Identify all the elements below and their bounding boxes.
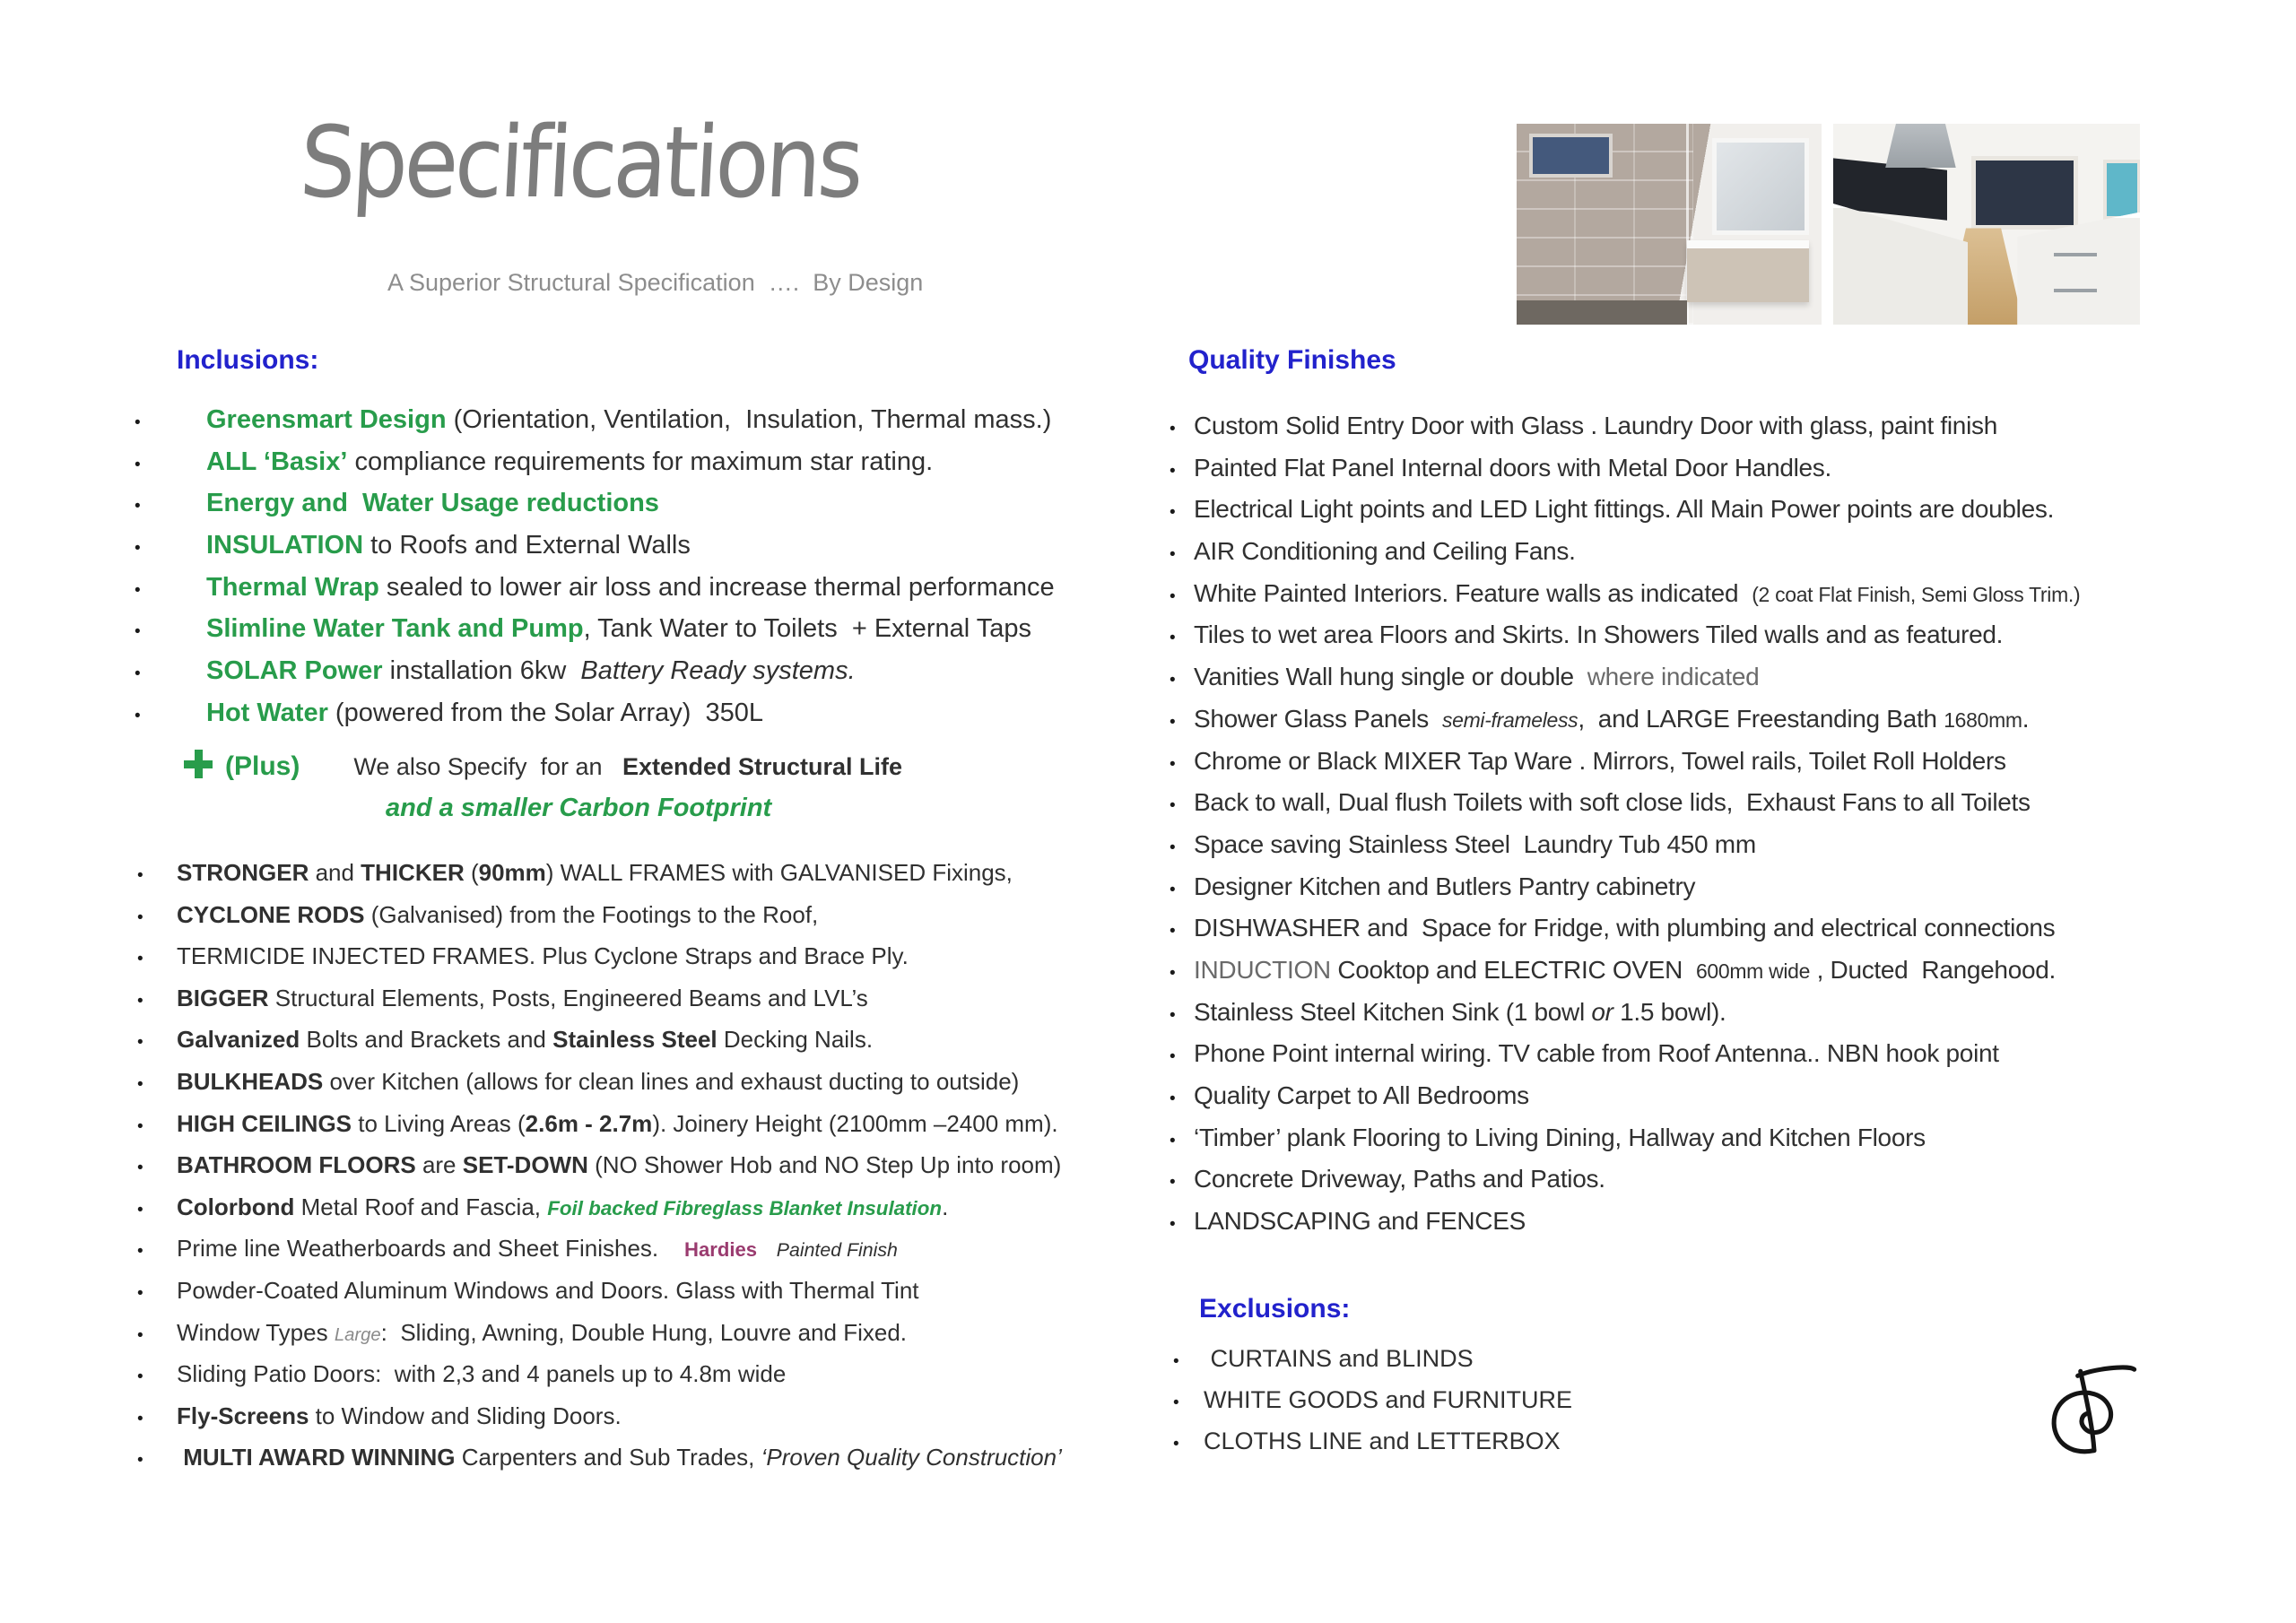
- list-item: [1170, 992, 2080, 1034]
- bullet-icon: •: [135, 413, 141, 432]
- text-segment: TERMICIDE INJECTED FRAMES. Plus Cyclone Straps and Brace Ply.: [177, 942, 909, 970]
- bullet-icon: •: [1170, 671, 1176, 690]
- text-segment: Electrical Light points and LED Light fittings. All Main Power points are doubles.: [1194, 495, 2055, 524]
- list-item: [1170, 656, 2080, 699]
- text-segment: ‘Timber’ plank Flooring to Living Dining, Hallway and Kitchen Floors: [1194, 1123, 1926, 1151]
- text-segment: 1680mm: [1944, 707, 2022, 732]
- text-segment: where indicated: [1587, 663, 1760, 691]
- photo-floor: [1517, 300, 1687, 325]
- text-segment: BIGGER: [177, 984, 269, 1011]
- list-item: [137, 1270, 1062, 1312]
- list-item: [1170, 573, 2080, 615]
- bullet-icon: •: [137, 991, 144, 1011]
- carbon-footprint-note: [386, 794, 771, 823]
- text-segment: Slimline Water Tank and Pump: [206, 614, 584, 644]
- page-subtitle: A Superior Structural Specification …. By Design: [387, 269, 924, 296]
- list-item: [135, 441, 1055, 483]
- list-item: [1170, 1117, 2080, 1159]
- bullet-icon: •: [1170, 880, 1176, 899]
- text-segment: , Ducted Rangehood.: [1810, 955, 2056, 984]
- list-item: [135, 399, 1055, 441]
- text-segment: are: [415, 1151, 463, 1179]
- list-item: [1173, 1420, 1572, 1462]
- text-segment: CYCLONE RODS: [177, 900, 365, 928]
- bullet-icon: •: [1170, 838, 1176, 857]
- list-item: [1170, 1033, 2080, 1075]
- text-segment: Large: [334, 1324, 381, 1345]
- list-item: [137, 852, 1062, 894]
- text-segment: BULKHEADS: [177, 1067, 324, 1095]
- text-segment: Painted Flat Panel Internal doors with Metal Door Handles.: [1194, 453, 1831, 482]
- list-item: [135, 567, 1055, 609]
- list-item: [135, 692, 1055, 734]
- bullet-icon: •: [135, 706, 141, 725]
- text-segment: Metal Roof and Fascia,: [294, 1193, 548, 1220]
- photo-drawer-handle: [2054, 253, 2097, 256]
- bullet-icon: •: [137, 1242, 144, 1262]
- photo-vanity: [1687, 240, 1809, 302]
- text-segment: Fly-Screens: [177, 1402, 309, 1429]
- text-segment: .: [2022, 704, 2030, 733]
- text-segment: We also Specify for an: [300, 753, 622, 780]
- text-segment: .: [942, 1193, 949, 1220]
- bullet-icon: •: [137, 1409, 144, 1428]
- bullet-icon: •: [135, 497, 141, 516]
- bullet-icon: •: [137, 1325, 144, 1345]
- bullet-icon: •: [135, 622, 141, 642]
- list-item: [1170, 1201, 2080, 1243]
- inclusions-structural-list: [137, 852, 1062, 1479]
- list-item: [1173, 1338, 1572, 1379]
- text-segment: SOLAR Power: [206, 656, 383, 686]
- text-segment: INSULATION: [206, 531, 364, 560]
- text-segment: (NO Shower Hob and NO Step Up into room): [587, 1151, 1062, 1179]
- text-segment: sealed to lower air loss and increase thermal performance: [378, 572, 1055, 602]
- text-segment: Galvanized: [177, 1026, 300, 1054]
- text-segment: Quality Carpet to All Bedrooms: [1194, 1081, 1529, 1109]
- list-item: [137, 977, 1062, 1020]
- text-segment: to Living Areas (: [352, 1109, 526, 1137]
- plus-icon: [184, 750, 213, 778]
- quality-finishes-list: [1170, 405, 2080, 1243]
- text-segment: Carpenters and Sub Trades,: [455, 1444, 761, 1471]
- text-segment: installation 6kw: [382, 656, 581, 686]
- list-item: [137, 1436, 1062, 1479]
- list-item: [137, 1144, 1062, 1186]
- text-segment: Battery Ready systems.: [580, 656, 856, 686]
- bullet-icon: •: [1170, 963, 1176, 983]
- bullet-icon: •: [137, 1451, 144, 1471]
- text-segment: (Plus): [225, 751, 300, 781]
- text-segment: 2.6m - 2.7m: [525, 1109, 653, 1137]
- bullet-icon: •: [1173, 1435, 1179, 1454]
- list-item: [137, 1228, 1062, 1270]
- bullet-icon: •: [1170, 922, 1176, 942]
- text-segment: Cooktop and ELECTRIC OVEN: [1330, 955, 1696, 984]
- list-item: [137, 1312, 1062, 1354]
- text-segment: Stainless Steel: [552, 1026, 718, 1054]
- text-segment: or: [1591, 997, 1613, 1026]
- list-item: [1170, 531, 2080, 573]
- text-segment: Window Types: [177, 1318, 335, 1346]
- text-segment: 90mm: [478, 859, 546, 886]
- list-item: [1170, 489, 2080, 531]
- text-segment: BATHROOM FLOORS: [177, 1151, 416, 1179]
- text-segment: : Sliding, Awning, Double Hung, Louvre and Fixed.: [380, 1318, 908, 1346]
- list-item: [135, 650, 1055, 692]
- list-item: [135, 608, 1055, 650]
- list-item: [137, 1186, 1062, 1228]
- list-item: [1170, 866, 2080, 908]
- bullet-icon: •: [137, 866, 144, 885]
- text-segment: Prime line Weatherboards and Sheet Finishes.: [177, 1235, 685, 1263]
- text-segment: Phone Point internal wiring. TV cable from Roof Antenna.. NBN hook point: [1194, 1039, 1999, 1068]
- list-item: [1170, 614, 2080, 656]
- text-segment: Hardies: [684, 1238, 758, 1262]
- bullet-icon: •: [1170, 461, 1176, 481]
- list-item: [137, 1019, 1062, 1061]
- bullet-icon: •: [1173, 1393, 1179, 1412]
- bullet-icon: •: [1170, 1215, 1176, 1235]
- bullet-icon: •: [137, 1033, 144, 1053]
- bullet-icon: •: [137, 1283, 144, 1303]
- text-segment: 600mm wide: [1695, 959, 1811, 983]
- text-segment: Thermal Wrap: [206, 572, 379, 602]
- text-segment: Stainless Steel Kitchen Sink (1 bowl: [1194, 997, 1592, 1026]
- text-segment: (Orientation, Ventilation, Insulation, Thermal mass.): [446, 405, 1052, 434]
- photo-mirror: [1712, 138, 1810, 236]
- list-item: [137, 894, 1062, 936]
- spiral-logo-icon: [2047, 1356, 2147, 1474]
- text-segment: 1.5 bowl).: [1613, 997, 1726, 1026]
- bullet-icon: •: [137, 1367, 144, 1387]
- text-segment: White Painted Interiors. Feature walls as indicated: [1194, 578, 1752, 607]
- text-segment: THICKER: [361, 859, 465, 886]
- bullet-icon: •: [1170, 629, 1176, 648]
- text-segment: to Roofs and External Walls: [363, 531, 691, 560]
- bullet-icon: •: [137, 1159, 144, 1178]
- bullet-icon: •: [1170, 545, 1176, 565]
- list-item: [137, 935, 1062, 977]
- text-segment: Colorbond: [177, 1193, 295, 1220]
- list-item: [1170, 782, 2080, 824]
- photo-rear-window: [1971, 156, 2078, 230]
- quality-finishes-heading: Quality Finishes: [1188, 345, 1396, 375]
- text-segment: to Window and Sliding Doors.: [309, 1402, 622, 1429]
- text-segment: Greensmart Design: [206, 405, 447, 434]
- bullet-icon: •: [137, 907, 144, 927]
- plus-note-text: [225, 753, 902, 780]
- list-item: [1173, 1379, 1572, 1420]
- bullet-icon: •: [135, 664, 141, 684]
- bullet-icon: •: [137, 1116, 144, 1136]
- photo-wall-art: [2103, 160, 2140, 219]
- bullet-icon: •: [1170, 1089, 1176, 1108]
- exclusions-heading: Exclusions:: [1199, 1294, 1351, 1324]
- text-segment: STRONGER: [177, 859, 309, 886]
- list-item: [1170, 1075, 2080, 1117]
- bullet-icon: •: [1170, 796, 1176, 816]
- text-segment: HIGH CEILINGS: [177, 1109, 352, 1137]
- text-segment: DISHWASHER and Space for Fridge, with plumbing and electrical connections: [1194, 914, 2056, 942]
- text-segment: Back to wall, Dual flush Toilets with soft close lids, Exhaust Fans to all Toilets: [1194, 788, 2031, 817]
- text-segment: Custom Solid Entry Door with Glass . Laundry Door with glass, paint finish: [1194, 412, 1997, 439]
- list-item: [1170, 699, 2080, 741]
- list-item: [1170, 447, 2080, 490]
- text-segment: INDUCTION: [1194, 955, 1331, 984]
- bullet-icon: •: [135, 580, 141, 600]
- bullet-icon: •: [135, 539, 141, 559]
- list-item: [135, 525, 1055, 567]
- photo-window: [1529, 134, 1613, 177]
- text-segment: LANDSCAPING and FENCES: [1194, 1207, 1526, 1236]
- photo-cabinets: [1833, 204, 1968, 325]
- list-item: [135, 482, 1055, 525]
- text-segment: Foil backed Fibreglass Blanket Insulation: [547, 1196, 943, 1219]
- text-segment: over Kitchen (allows for clean lines and exhaust ducting to outside): [323, 1067, 1020, 1095]
- bullet-icon: •: [1170, 1047, 1176, 1067]
- text-segment: Chrome or Black MIXER Tap Ware . Mirrors, Towel rails, Toilet Roll Holders: [1194, 746, 2006, 775]
- photo-rangehood: [1885, 124, 1956, 168]
- text-segment: Bolts and Brackets and: [300, 1026, 553, 1054]
- text-segment: SET-DOWN: [462, 1151, 588, 1179]
- page-title: Specifications: [297, 106, 864, 221]
- text-segment: (2 coat Flat Finish, Semi Gloss Trim.): [1752, 582, 2081, 606]
- list-item: [1170, 824, 2080, 866]
- text-segment: and: [309, 859, 361, 886]
- list-item: [137, 1395, 1062, 1437]
- text-segment: AIR Conditioning and Ceiling Fans.: [1194, 537, 1576, 566]
- text-segment: semi-frameless: [1441, 707, 1578, 732]
- bullet-icon: •: [137, 1200, 144, 1219]
- list-item: [1170, 741, 2080, 783]
- text-segment: WHITE GOODS and FURNITURE: [1204, 1386, 1573, 1413]
- bullet-icon: •: [137, 950, 144, 969]
- text-segment: CLOTHS LINE and LETTERBOX: [1204, 1428, 1561, 1454]
- plus-note: [184, 744, 902, 789]
- text-segment: Extended Structural Life: [622, 753, 903, 780]
- text-segment: ALL ‘Basix’: [206, 447, 348, 476]
- bullet-icon: •: [1170, 503, 1176, 523]
- text-segment: ) WALL FRAMES with GALVANISED Fixings,: [545, 859, 1013, 886]
- text-segment: ). Joinery Height (2100mm –2400 mm).: [652, 1109, 1058, 1137]
- text-segment: Hot Water: [206, 698, 328, 727]
- text-segment: Space saving Stainless Steel Laundry Tub 450 mm: [1194, 829, 1756, 858]
- bullet-icon: •: [1170, 754, 1176, 774]
- inclusions-eco-list: [135, 399, 1055, 734]
- text-segment: Powder-Coated Aluminum Windows and Doors. Glass with Thermal Tint: [177, 1276, 919, 1304]
- inclusions-heading: Inclusions:: [177, 345, 319, 375]
- text-segment: Tiles to wet area Floors and Skirts. In Showers Tiled walls and as featured.: [1194, 621, 2004, 649]
- list-item: [137, 1103, 1062, 1145]
- text-segment: [757, 1235, 777, 1262]
- bullet-icon: •: [1173, 1352, 1179, 1371]
- list-item: [137, 1353, 1062, 1395]
- bullet-icon: •: [1170, 420, 1176, 438]
- list-item: [1170, 1159, 2080, 1201]
- text-segment: and a smaller Carbon Footprint: [386, 794, 772, 822]
- list-item: [1170, 950, 2080, 992]
- text-segment: (: [464, 859, 479, 886]
- text-segment: Decking Nails.: [717, 1026, 874, 1054]
- text-segment: ‘Proven Quality Construction’: [761, 1444, 1062, 1471]
- bullet-icon: •: [135, 455, 141, 474]
- text-segment: Painted Finish: [776, 1239, 898, 1262]
- bullet-icon: •: [1170, 586, 1176, 606]
- bullet-icon: •: [1170, 712, 1176, 732]
- text-segment: compliance requirements for maximum star rating.: [347, 447, 934, 476]
- text-segment: Sliding Patio Doors: with 2,3 and 4 panels up to 4.8m wide: [177, 1360, 787, 1388]
- list-item: [1170, 405, 2080, 447]
- text-segment: Shower Glass Panels: [1194, 704, 1442, 733]
- text-segment: Structural Elements, Posts, Engineered Beams and LVL’s: [268, 984, 868, 1011]
- text-segment: Concrete Driveway, Paths and Patios.: [1194, 1165, 1605, 1193]
- photo-drawer-handle: [2054, 289, 2097, 292]
- bathroom-photo: [1517, 124, 1822, 325]
- list-item: [137, 1061, 1062, 1103]
- kitchen-photo: [1833, 124, 2140, 325]
- text-segment: Designer Kitchen and Butlers Pantry cabinetry: [1194, 872, 1696, 900]
- list-item: [1170, 907, 2080, 950]
- text-segment: CURTAINS and BLINDS: [1204, 1345, 1474, 1372]
- bullet-icon: •: [1170, 1173, 1176, 1193]
- bullet-icon: •: [1170, 1005, 1176, 1025]
- text-segment: Energy and Water Usage reductions: [206, 489, 659, 518]
- text-segment: Vanities Wall hung single or double: [1194, 663, 1587, 691]
- text-segment: , and LARGE Freestanding Bath: [1578, 704, 1944, 733]
- text-segment: (powered from the Solar Array) 350L: [327, 698, 764, 727]
- text-segment: MULTI AWARD WINNING: [183, 1444, 456, 1471]
- text-segment: , Tank Water to Toilets + External Taps: [583, 614, 1032, 644]
- exclusions-list: [1173, 1338, 1572, 1462]
- bullet-icon: •: [1170, 1131, 1176, 1150]
- text-segment: (Galvanised) from the Footings to the Roof,: [364, 900, 819, 928]
- bullet-icon: •: [137, 1074, 144, 1094]
